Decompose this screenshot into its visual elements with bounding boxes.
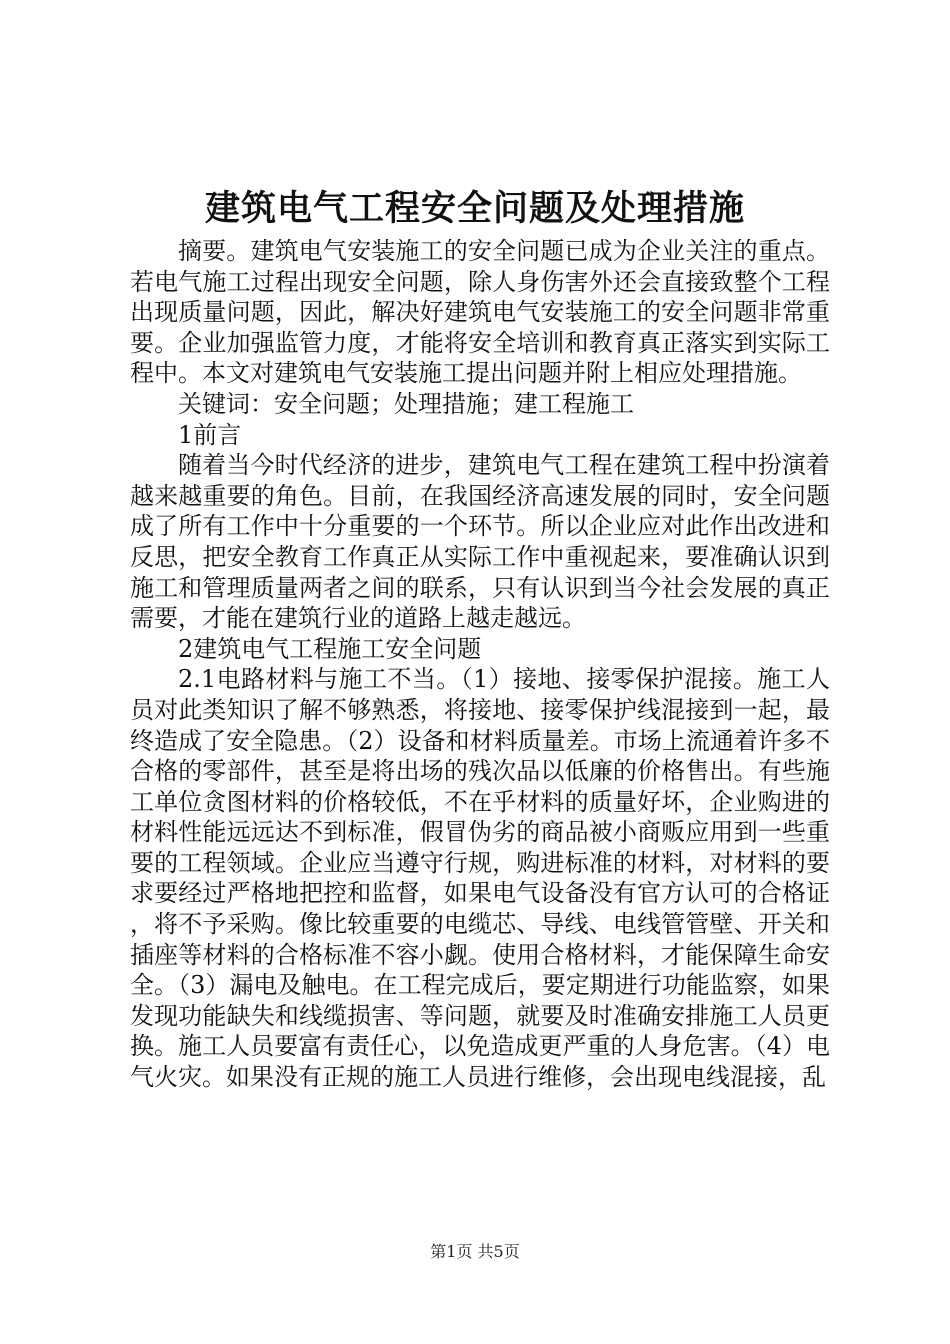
section-heading-safety-issues: 2建筑电气工程施工安全问题 [178,634,482,663]
keywords-paragraph: 关键词：安全问题；处理措施；建工程施工 [178,389,634,418]
document-title: 建筑电气工程安全问题及处理措施 [204,188,745,229]
abstract-paragraph: 摘要。建筑电气安装施工的安全问题已成为企业关注的重点。若电气施工过程出现安全问题，除人身伤害外还会直接致整个工程出现质量问题，因此，解决好建筑电气安装施工的安全问题非常重要。企业加强监管力度，才能将安全培训和教育真正落实到实际工程中。本文对建筑电气安装施工提出问题并附上相应处理措施。 [130,237,830,388]
document-body [130,236,830,1093]
page-footer: 第1页 共5页 [430,1242,520,1261]
subsection-paragraph-materials: 2.1电路材料与施工不当。（1）接地、接零保护混接。施工人员对此类知识了解不够熟悉，将接地、接零保护线混接到一起，最终造成了安全隐患。（2）设备和材料质量差。市场上流通着许多不合格的零部件，甚至是将出场的残次品以低廉的价格售出。有些施工单位贪图材料的价格较低，不在乎材料的质量好坏，企业购进的材料性能远远达不到标准，假冒伪劣的商品被小商贩应用到一些重要的工程领域。企业应当遵守行规，购进标准的材料，对材料的要求要经过严格地把控和监督，如果电气设备没有官方认可的合格证，将不予采购。像比较重要的电缆芯、导线、电线管管壁、开关和插座等材料的合格标准不容小觑。使用合格材料，才能保障生命安全。（3）漏电及触电。在工程完成后，要定期进行功能监察，如果发现功能缺失和线缆损害、等问题，就要及时准确安排施工人员更换。施工人员要富有责任心，以免造成更严重的人身危害。（4）电气火灾。如果没有正规的施工人员进行维修，会出现电线混接，乱 [130,665,830,1092]
section-heading-introduction: 1前言 [178,420,242,449]
introduction-paragraph: 随着当今时代经济的进步，建筑电气工程在建筑工程中扮演着越来越重要的角色。目前，在我国经济高速发展的同时，安全问题成了所有工作中十分重要的一个环节。所以企业应对此作出改进和反思，把安全教育工作真正从实际工作中重视起来，要准确认识到施工和管理质量两者之间的联系，只有认识到当今社会发展的真正需要，才能在建筑行业的道路上越走越远。 [130,451,830,633]
